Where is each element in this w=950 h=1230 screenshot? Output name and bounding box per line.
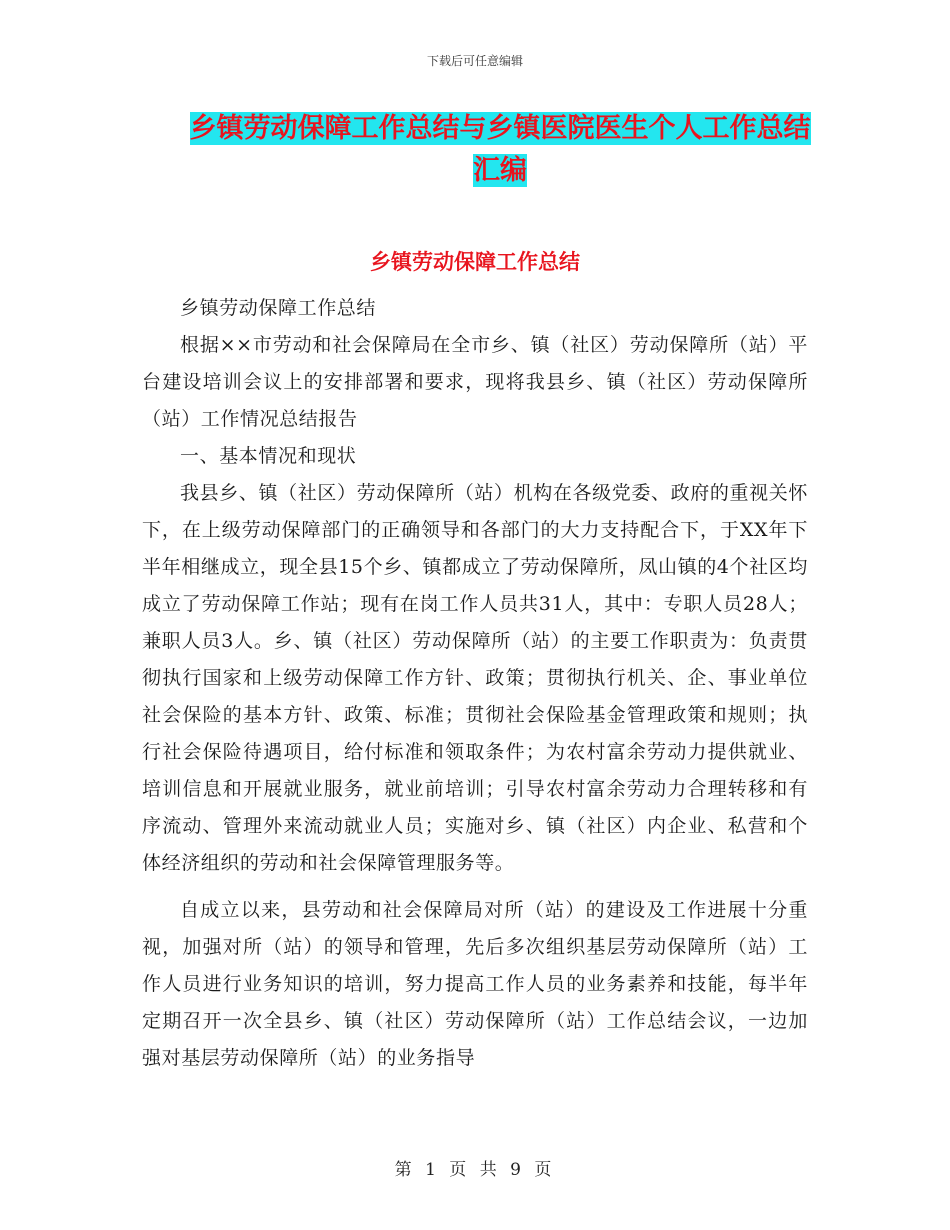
page-header-note: 下载后可任意编辑 — [426, 54, 523, 68]
document-title-line-1: 乡镇劳动保障工作总结与乡镇医院医生个人工作总结 — [189, 113, 811, 144]
document-title — [150, 108, 850, 192]
paragraph-since-established: 自成立以来，县劳动和社会保障局对所（站）的建设及工作进展十分重视，加强对所（站）的领导和管理，先后多次组织基层劳动保障所（站）工作人员进行业务知识的培训，努力提高工作人员的业务素养和技能，每半年定期召开一次全县乡、镇（社区）劳动保障所（站）工作总结会议，一边加强对基层劳动保障所（站）的业务指导 — [142, 899, 808, 1069]
document-title-line-2: 汇编 — [473, 155, 527, 186]
paragraph-intro: 根据××市劳动和社会保障局在全市乡、镇（社区）劳动保障所（站）平台建设培训会议上的安排部署和要求，现将我县乡、镇（社区）劳动保障所（站）工作情况总结报告 — [142, 334, 808, 430]
section-heading: 乡镇劳动保障工作总结 — [370, 250, 580, 274]
document-body — [142, 290, 808, 1077]
paragraph-basic-situation: 我县乡、镇（社区）劳动保障所（站）机构在各级党委、政府的重视关怀下，在上级劳动保障部门的正确领导和各部门的大力支持配合下，于XX年下半年相继成立，现全县15个乡、镇都成立了劳动保障所，凤山镇的4个社区均成立了劳动保障工作站；现有在岗工作人员共31人，其中：专职人员28人；兼职人员3人。乡、镇（社区）劳动保障所（站）的主要工作职责为：负责贯彻执行国家和上级劳动保障工作方针、政策；贯彻执行机关、企、事业单位社会保险的基本方针、政策、标准；贯彻社会保险基金管理政策和规则；执行社会保险待遇项目，给付标准和领取条件；为农村富余劳动力提供就业、培训信息和开展就业服务，就业前培训；引导农村富余劳动力合理转移和有序流动、管理外来流动就业人员；实施对乡、镇（社区）内企业、私营和个体经济组织的劳动和社会保障管理服务等。 — [142, 482, 808, 874]
page-number: 第 1 页 共 9 页 — [394, 1160, 556, 1180]
paragraph-heading-basic-situation: 一、基本情况和现状 — [180, 445, 357, 467]
paragraph-subtitle: 乡镇劳动保障工作总结 — [180, 297, 377, 319]
